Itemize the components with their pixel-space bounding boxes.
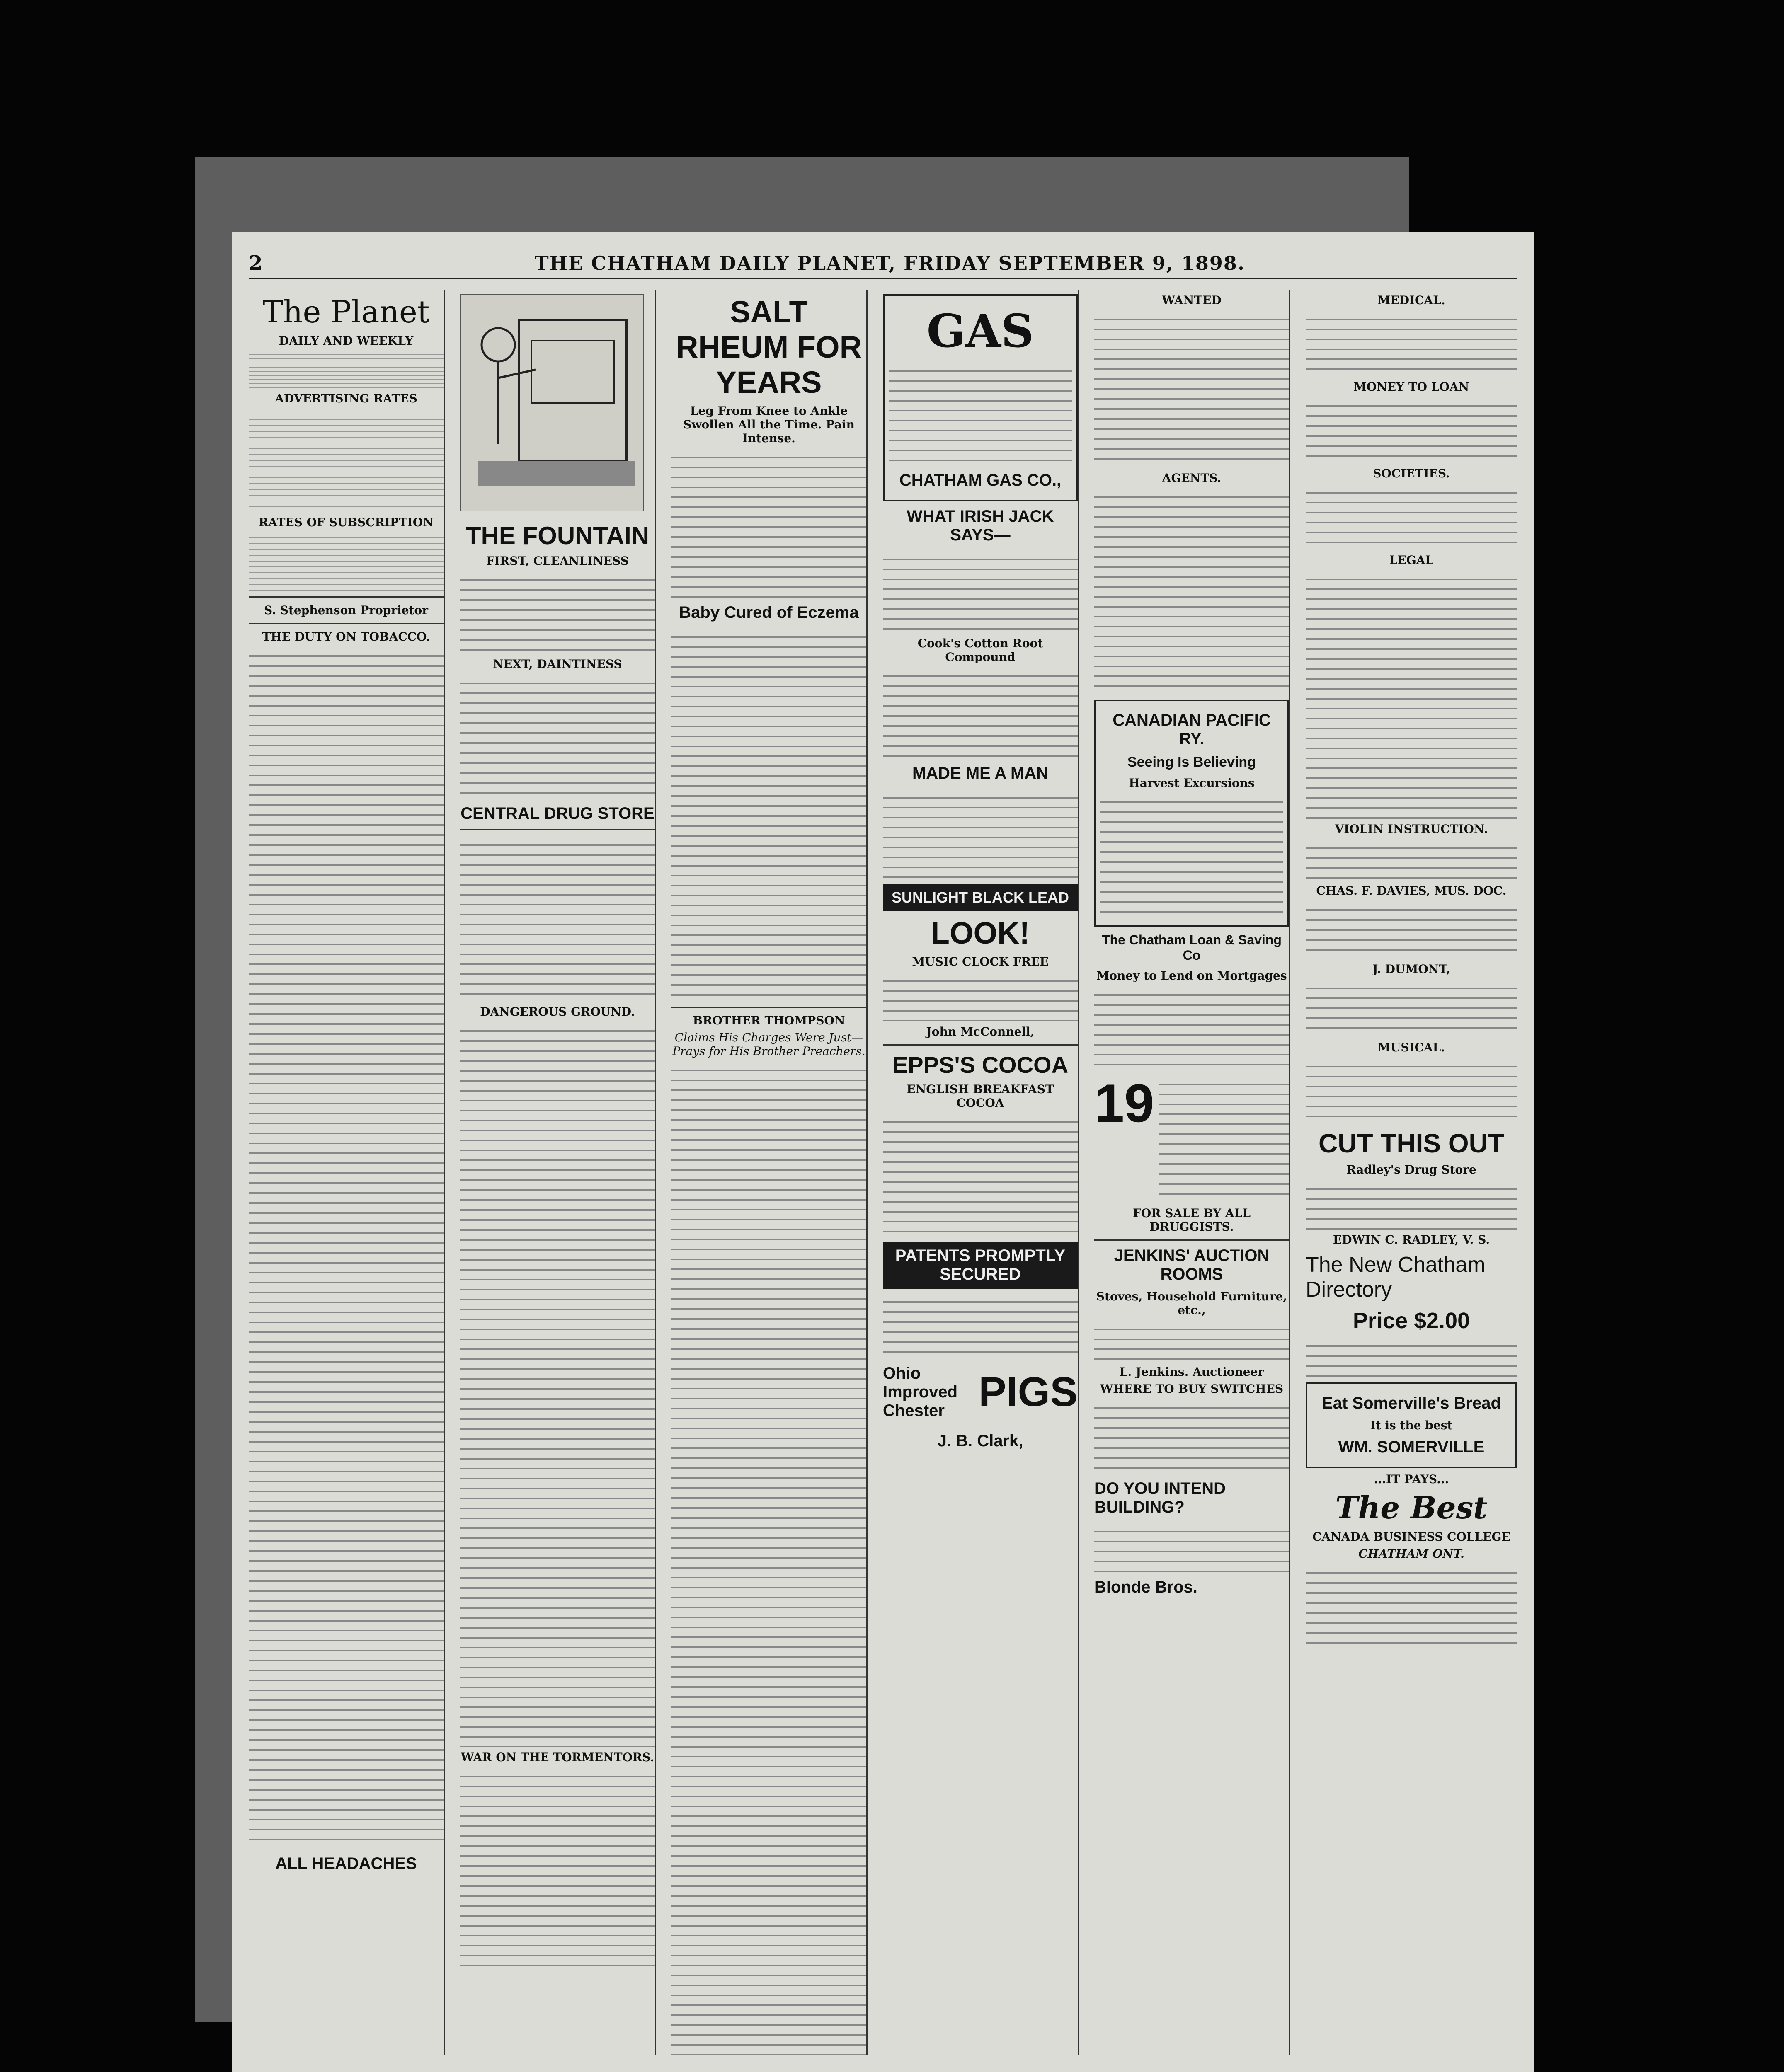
davies-heading: CHAS. F. DAVIES, MUS. DOC. [1316,884,1507,898]
switches-heading: WHERE TO BUY SWITCHES [1100,1382,1284,1396]
text-block [1094,310,1289,468]
text-block [883,667,1078,758]
societies-heading: SOCIETIES. [1373,467,1450,480]
epps-heading: EPPS'S COCOA [892,1052,1069,1078]
blonde-heading: Blonde Bros. [1094,1578,1197,1596]
first-heading: FIRST, CLEANLINESS [486,554,629,568]
violin-heading: VIOLIN INSTRUCTION. [1335,822,1488,836]
money-heading: Money to Lend on Mortgages [1096,969,1287,983]
directory-heading: The New Chatham Directory [1306,1253,1486,1302]
next-heading: NEXT, DAINTINESS [493,657,622,671]
pigs-heading: PIGS [979,1369,1078,1415]
stoves-heading: Stoves, Household Furniture, etc., [1096,1290,1287,1317]
text-block [1306,1058,1517,1124]
jenkins-heading: JENKINS' AUCTION ROOMS [1114,1247,1270,1283]
seeing-heading: Seeing Is Believing [1127,754,1256,770]
text-block [460,674,655,799]
text-block [249,409,444,512]
baby-heading: Baby Cured of Eczema [679,603,859,622]
text-block [1094,986,1289,1069]
subscription-rates-heading: RATES OF SUBSCRIPTION [259,516,434,529]
text-block [671,448,866,598]
canadian-pacific-heading: CANADIAN PACIFIC RY. [1113,711,1271,748]
text-block [1306,397,1517,463]
musical-heading: MUSICAL. [1377,1041,1445,1054]
article-subheading: Claims His Charges Were Just—Prays for His Brother Preachers. [672,1031,865,1058]
druggists-line: FOR SALE BY ALL DRUGGISTS. [1132,1206,1251,1234]
directory-price: Price $2.00 [1353,1308,1470,1333]
clark-name: J. B. Clark, [937,1432,1023,1450]
it-pays-line: ...IT PAYS... [1374,1472,1449,1486]
fountain-heading: THE FOUNTAIN [465,522,650,549]
music-clock-heading: MUSIC CLOCK FREE [912,955,1049,968]
college-heading: CANADA BUSINESS COLLEGE [1312,1530,1510,1544]
article-body [671,1061,866,2055]
text-block [1094,1399,1289,1474]
dumont-heading: J. DUMONT, [1372,962,1450,976]
text-block [1094,1523,1289,1572]
made-man-heading: MADE ME A MAN [912,764,1049,782]
text-block [460,836,655,1002]
text-block [1306,1180,1517,1230]
text-block [883,789,1078,880]
fountain-illustration [460,294,644,511]
salt-rheum-heading: SALT RHEUM FOR YEARS [676,295,862,399]
best-line: It is the best [1370,1418,1453,1432]
proprietor-line: S. Stephenson Proprietor [264,603,428,617]
loan-company: The Chatham Loan & Saving Co [1102,932,1282,963]
article-body [460,1767,655,1975]
pigs-ad [883,1358,1078,1426]
text-block [883,1293,1078,1355]
text-block [1100,793,1283,917]
text-block [883,1113,1078,1237]
harvest-heading: Harvest Excursions [1129,776,1255,790]
patents-ad: PATENTS PROMPTLY SECURED [883,1242,1078,1289]
gas-ad [883,294,1078,501]
text-block [1306,1564,1517,1647]
planet-subtitle: DAILY AND WEEKLY [279,334,414,348]
text-block [1094,1320,1289,1362]
column-1 [249,290,445,2055]
irish-jack-heading: WHAT IRISH JACK SAYS— [907,507,1054,544]
advertising-rates-heading: ADVERTISING RATES [275,392,417,405]
legal-heading: LEGAL [1389,553,1434,567]
cut-heading: CUT THIS OUT [1319,1128,1504,1158]
text-block [1159,1075,1289,1200]
text-block [883,550,1078,633]
newspaper-page [232,232,1534,2072]
the-best-heading: The Best [1335,1490,1488,1526]
text-block [889,362,1072,465]
money-loan-heading: MONEY TO LOAN [1353,380,1469,394]
article-heading: THE DUTY ON TOBACCO. [262,630,430,644]
salt-rheum-sub: Leg From Knee to Ankle Swollen All the Time. Pain Intense. [683,404,855,445]
eat-heading: Eat Somerville's Bread [1322,1394,1501,1412]
page-number: 2 [249,252,263,275]
wanted-heading: WANTED [1162,293,1222,307]
column-2 [460,290,656,2055]
newspaper-title: THE CHATHAM DAILY PLANET, FRIDAY SEPTEMBER 9, 1898. [534,252,1245,274]
building-heading: DO YOU INTEND BUILDING? [1094,1479,1226,1516]
text-block [1306,484,1517,550]
headaches-ad: ALL HEADACHES [275,1854,417,1873]
text-block [1306,979,1517,1037]
look-heading: LOOK! [931,916,1030,950]
text-block [460,571,655,654]
article-heading: WAR ON THE TORMENTORS. [461,1750,654,1764]
planet-title: The Planet [262,294,430,330]
sunlight-ad: SUNLIGHT BLACK LEAD [883,884,1078,911]
medical-heading: MEDICAL. [1377,293,1445,307]
ohio-heading: Ohio Improved Chester [883,1364,958,1420]
gas-company: CHATHAM GAS CO., [899,471,1062,489]
somerville-ad [1306,1382,1517,1468]
somerville-name: WM. SOMERVILLE [1338,1438,1485,1456]
radley-vs: EDWIN C. RADLEY, V. S. [1333,1233,1490,1247]
column-6 [1306,290,1517,2055]
text-block [1306,570,1517,819]
text-block [1306,839,1517,881]
article-body [460,1022,655,1747]
mcconnell-name: John McConnell, [926,1025,1035,1038]
canadian-pacific-ad [1094,700,1289,927]
drugstore-name: CENTRAL DRUG STORE [461,804,654,823]
nineteen-ad [1094,1072,1289,1203]
text-block [1306,310,1517,377]
article-body [249,647,444,1849]
text-block [1306,901,1517,959]
article-heading: DANGEROUS GROUND. [480,1005,635,1019]
column-3 [671,290,868,2055]
epps-sub: ENGLISH BREAKFAST COCOA [907,1082,1054,1110]
text-block [249,351,444,388]
text-block [883,972,1078,1021]
text-block [1306,1337,1517,1378]
text-block [671,628,866,1001]
college-city: CHATHAM ONT. [1358,1547,1464,1561]
agents-heading: AGENTS. [1162,471,1222,485]
radley-store: Radley's Drug Store [1346,1163,1476,1176]
gas-heading: GAS [926,304,1034,358]
column-5 [1094,290,1290,2055]
auctioneer-line: L. Jenkins. Auctioneer [1119,1365,1264,1379]
cook-heading: Cook's Cotton Root Compound [917,637,1043,664]
text-block [249,533,444,591]
text-block [1094,488,1289,695]
column-4 [883,290,1079,2055]
masthead [249,249,1517,279]
nineteen-number: 19 [1094,1073,1154,1133]
article-heading: BROTHER THOMPSON [693,1014,845,1027]
